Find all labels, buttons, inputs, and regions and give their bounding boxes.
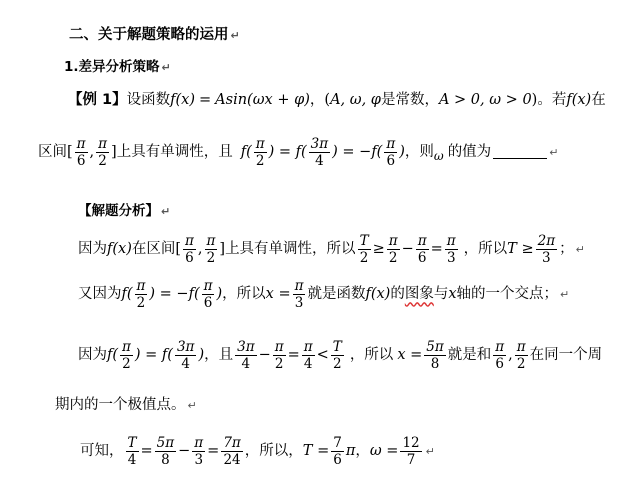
text: ，所以 (463, 241, 508, 258)
text: 与 (433, 286, 449, 303)
fraction: $\frac{\pi}{2}$ (206, 233, 216, 267)
fraction: $\frac{12}{7}$ (402, 435, 420, 469)
text: ，且 (204, 347, 234, 364)
spell-check-underline: 图象 (404, 286, 434, 303)
math: x (448, 286, 457, 303)
fraction: $\frac{\pi}{4}$ (303, 339, 313, 373)
fraction: $\frac{5\pi}{8}$ (426, 339, 444, 373)
math: − (258, 347, 271, 364)
math: ) = f( (134, 347, 173, 364)
math: , (197, 241, 203, 258)
fraction: $\frac{3\pi}{4}$ (310, 136, 329, 170)
analysis-label-text: 【解题分析】 (78, 203, 159, 219)
text: ； (559, 241, 574, 258)
text: 就是函数 (307, 286, 366, 303)
fraction: $\frac{\pi}{2}$ (274, 339, 284, 373)
text: 就是和 (447, 347, 492, 364)
example-line-1 (68, 93, 606, 108)
text: )。若 (531, 92, 567, 108)
math: π (345, 443, 356, 460)
fraction: $\frac{3\pi}{4}$ (176, 339, 195, 373)
paragraph-mark: ↵ (161, 205, 171, 219)
math: = (140, 443, 153, 460)
fraction: $\frac{\pi}{6}$ (495, 339, 505, 373)
fraction: $\frac{\pi}{2}$ (136, 278, 146, 312)
math: = (430, 241, 443, 258)
math: ω = (369, 443, 399, 460)
analysis-line-3 (78, 340, 602, 371)
math: − (178, 443, 191, 460)
math: = (287, 347, 300, 364)
math: ) = f( (268, 144, 307, 161)
math: f(x) (566, 92, 592, 108)
math: ) = −f( (149, 286, 200, 303)
fraction: $\frac{\pi}{6}$ (417, 233, 427, 267)
text: 在 (591, 92, 606, 108)
answer-blank (493, 146, 547, 159)
paragraph-mark: ↵ (187, 398, 197, 412)
math: x = (265, 286, 291, 303)
fraction: $\frac{\pi}{3}$ (446, 233, 456, 267)
text: ，则 (404, 144, 434, 161)
fraction: $\frac{\pi}{2}$ (255, 136, 265, 170)
math: , (508, 347, 513, 364)
fraction: $\frac{\pi}{3}$ (194, 435, 204, 469)
fraction: $\frac{\pi}{6}$ (203, 278, 213, 312)
math: A (215, 92, 226, 108)
math: f(x) (365, 286, 391, 303)
text: 在区间 (131, 241, 176, 258)
fraction: $\frac{5\pi}{8}$ (156, 435, 175, 469)
section-heading-text: 二、关于解题策略的运用 (69, 27, 229, 43)
paragraph-mark: ↵ (425, 445, 435, 459)
sub-heading-text: 1.差异分析策略 (64, 59, 160, 75)
math: ) = −f( (332, 144, 383, 161)
math: < (316, 347, 329, 364)
analysis-line-1 (78, 234, 585, 265)
math: = (199, 92, 212, 108)
text: 期内的一个极值点。 (55, 397, 186, 413)
math: f( (107, 347, 119, 364)
math: , (89, 144, 95, 161)
math: T ≥ (507, 241, 534, 258)
fraction: $\frac{2\pi}{3}$ (537, 233, 556, 267)
text: ，所以 (222, 286, 266, 303)
math: sin(ωx + φ) (225, 92, 310, 108)
text: ，( (309, 92, 331, 108)
text: 又因为 (78, 286, 122, 303)
math: [ (67, 144, 73, 161)
analysis-line-2 (78, 279, 569, 310)
analysis-label (78, 205, 170, 219)
math: f(x) (170, 92, 195, 108)
example-label: 【例 1】 (68, 92, 127, 108)
analysis-line-4 (55, 398, 197, 413)
text: 因为 (78, 241, 107, 258)
text: 的值为 (447, 144, 492, 161)
text: 的 (390, 286, 405, 303)
math: ≥ (372, 241, 385, 258)
text: 因为 (78, 347, 107, 364)
paragraph-mark: ↵ (560, 288, 570, 302)
fraction: $\frac{\pi}{2}$ (122, 339, 131, 373)
fraction: $\frac{\pi}{2}$ (516, 339, 526, 373)
math: A, ω, φ (330, 92, 381, 108)
text: ，所以， (244, 443, 303, 460)
math: ω (433, 148, 444, 163)
text: 可知， (80, 443, 124, 460)
fraction: $\frac{\pi}{3}$ (294, 278, 304, 312)
fraction: $\frac{7\pi}{24}$ (223, 435, 241, 469)
math: f( (121, 286, 133, 303)
fraction: $\frac{T}{4}$ (127, 435, 137, 469)
text: ， (355, 443, 370, 460)
text: 区间 (38, 144, 67, 161)
paragraph-mark: ↵ (549, 146, 559, 160)
fraction: $\frac{3\pi}{4}$ (237, 339, 255, 373)
fraction: $\frac{\pi}{6}$ (185, 233, 194, 267)
math: ) (216, 286, 223, 303)
math: [ (175, 241, 182, 258)
fraction: $\frac{\pi}{6}$ (386, 136, 396, 170)
fraction: $\frac{\pi}{6}$ (76, 136, 86, 170)
math: ) (198, 347, 205, 364)
math: T = (302, 443, 330, 460)
math: f( (240, 144, 252, 161)
text: 上具有单调性，所以 (225, 241, 356, 258)
fraction: $\frac{\pi}{2}$ (388, 233, 398, 267)
analysis-line-5 (80, 436, 435, 467)
paragraph-mark: ↵ (575, 243, 585, 257)
text: ，所以 (349, 347, 394, 364)
math: A > 0, ω > 0 (438, 92, 532, 108)
fraction: $\frac{7}{6}$ (333, 435, 342, 469)
text: 是常数， (380, 92, 439, 108)
fraction: $\frac{\pi}{2}$ (98, 136, 108, 170)
sub-heading (64, 61, 171, 75)
math: f(x) (107, 241, 132, 258)
text: 上具有单调性，且 (116, 144, 233, 161)
paragraph-mark: ↵ (161, 61, 171, 75)
math: ] (219, 241, 226, 258)
text: 轴的一个交点； (456, 286, 559, 303)
math: x = (397, 347, 423, 364)
section-heading (69, 28, 240, 43)
math: ) (399, 144, 405, 161)
text: 在同一个周 (529, 347, 603, 364)
fraction: $\frac{T}{2}$ (332, 339, 342, 373)
math: = (207, 443, 220, 460)
math: − (401, 241, 414, 258)
math: ] (111, 144, 117, 161)
paragraph-mark: ↵ (230, 28, 240, 42)
example-line-2 (38, 137, 558, 168)
fraction: $\frac{T}{2}$ (359, 233, 369, 267)
text: 设函数 (126, 92, 171, 108)
